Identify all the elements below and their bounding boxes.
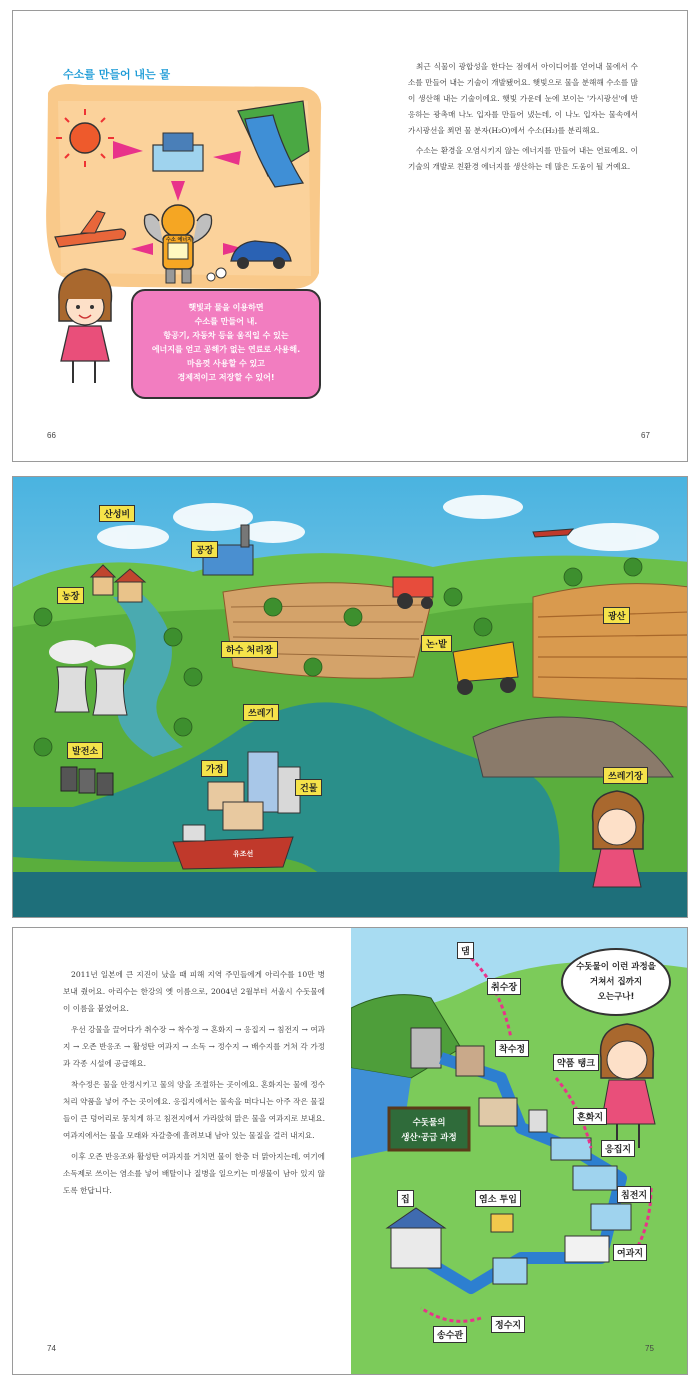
label-garbage: 쓰레기 [243,704,279,721]
paragraph: 이후 오존 반응조와 활성탄 여과지를 거치면 물이 한층 더 맑아지는데, 여기에 소독제로 쓰이는 염소를 넣어 배탈이나 질병을 일으키는 미생물이 남아 있지 않도록 한답니다. [63,1152,325,1195]
label-intake: 취수장 [487,978,521,995]
label-farm: 농장 [57,587,84,604]
board-line: 수돗물의 [412,1118,446,1128]
speech-line: 수돗물이 이런 과정을 [576,961,656,972]
label-power-plant: 발전소 [67,742,103,759]
paragraph: 수소는 환경을 오염시키지 않는 에너지를 만들어 내는 연료예요. 이 기술의 개발로 친환경 에너지를 생산하는 데 많은 도움이 될 거예요. [408,146,638,171]
label-mixing: 혼화지 [573,1108,607,1125]
label-acid-rain: 산성비 [99,505,135,522]
page-number-left: 66 [47,431,56,440]
label-sewage: 하수 처리장 [221,641,278,658]
page-number-right: 75 [645,1344,654,1353]
label-pump: 송수관 [433,1326,467,1343]
label-landfill: 쓰레기장 [603,767,648,784]
girl-speech-bubble [561,948,671,1016]
pollution-illustration [13,477,688,918]
girl-character [59,269,112,383]
girl-character-2 [593,791,644,887]
info-bubble [131,289,321,399]
bubble-line: 수소를 만들어 내. [194,317,258,326]
label-field: 논·밭 [421,635,452,652]
label-sedimentation: 침전지 [617,1186,651,1203]
label-home: 가정 [201,760,228,777]
bubble-line: 에너지를 얻고 공해가 없는 연료로 사용해. [151,345,301,354]
label-receiving-well: 착수정 [495,1040,529,1057]
book-spread-hydrogen [12,10,688,462]
label-factory: 공장 [191,541,218,558]
label-filtration: 여과지 [613,1244,647,1261]
bubble-line: 항공기, 자동차 등을 움직일 수 있는 [163,331,289,340]
page-number-left: 74 [47,1344,56,1353]
label-house: 집 [397,1190,414,1207]
hydrogen-energy-label: 수소 에너지 [166,237,192,243]
paragraph: 최근 식물이 광합성을 한다는 점에서 아이디어를 얻어내 물에서 수소를 만들어 내는 기술이 개발됐어요. 햇빛으로 물을 분해해 수소를 많이 생산해 내는 기술이에요. 햇빛 가운데 눈에 보이는 '가시광선'에 반응하는 광촉매 나노 입자를 만들어 냈는데, 이 나노 입자는 물속에서 가시광선을 쬐면 물 분자(H₂O)에서 수소(H₂)를 분리해요. [408,62,638,135]
bubble-line: 마음껏 사용할 수 있고 [187,359,265,368]
label-purified: 정수지 [491,1316,525,1333]
caption-title: 수소를 만들어 내는 물 [63,68,171,81]
label-chlorine: 염소 투입 [475,1190,521,1207]
process-board [389,1112,469,1152]
label-mine: 광산 [603,607,630,624]
label-chem-tank: 약품 탱크 [553,1054,599,1071]
paragraph: 2011년 일본에 큰 지진이 났을 때 피해 지역 주민들에게 아리수를 10만 병 보내 줬어요. 아리수는 한강의 옛 이름으로, 2004년 2월부터 서울시 수돗물에 이 이름을 붙였어요. [63,970,325,1013]
label-dam: 댐 [457,942,474,959]
book-spread-tap-water [12,927,688,1375]
label-building: 건물 [295,779,322,796]
speech-line: 거쳐서 집까지 [589,976,643,987]
bubble-line: 경제적이고 저장할 수 있어! [177,373,275,382]
body-text-left [63,966,325,1203]
page-number-right: 67 [641,431,650,440]
paragraph: 착수정은 물을 안정시키고 물의 양을 조절하는 곳이에요. 혼화지는 물에 정수 처리 약품을 넣어 주는 곳이에요. 응집지에서는 물속을 떠다니는 아주 작은 물질들이 큰 덩어리로 뭉치게 하고 침전지에서 가라앉혀 맑은 물을 여과지로 보내요. 여과지에서는 물을 모래와 자갈층에 흘려보내 남아 있는 물질을 걸러 내지요. [63,1080,325,1140]
ship-text: 유조선 [233,850,254,858]
speech-line: 오는구나! [597,991,635,1002]
paragraph: 우선 강물을 끌어다가 취수장 → 착수정 → 혼화지 → 응집지 → 침전지 → 여과지 → 오존 반응조 → 활성탄 여과지 → 소독 → 정수지 → 배수지를 거쳐 각 가정과 각종 시설에 공급해요. [63,1025,325,1068]
body-text-right [408,59,638,179]
label-coagulation: 응집지 [601,1140,635,1157]
sun-icon [70,123,100,153]
bubble-line: 햇빛과 물을 이용하면 [188,303,264,312]
board-line: 생산·공급 과정 [401,1133,457,1143]
book-spread-pollution [12,476,688,918]
